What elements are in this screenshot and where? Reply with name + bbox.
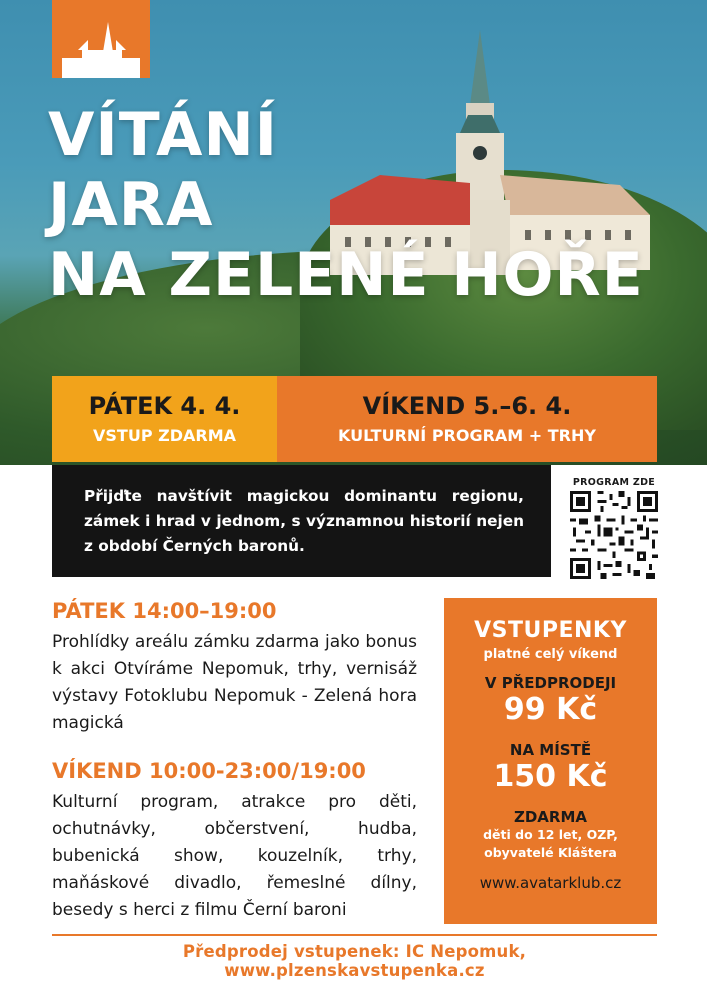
tickets-title: VSTUPENKY bbox=[474, 618, 627, 643]
tickets-box bbox=[444, 598, 657, 924]
qr-label: PROGRAM ZDE bbox=[572, 477, 656, 488]
footer-divider bbox=[52, 934, 657, 936]
title-line-3: NA ZELENÉ HOŘE bbox=[48, 240, 644, 310]
footer-presale-info: Předprodej vstupenek: IC Nepomuk, www.plzenskavstupenka.cz bbox=[182, 942, 527, 980]
weekend-program-label: KULTURNÍ PROGRAM + TRHY bbox=[338, 426, 596, 445]
friday-date-box bbox=[52, 376, 277, 462]
onsite-label: NA MÍSTĚ bbox=[509, 741, 592, 759]
tickets-subtitle: platné celý víkend bbox=[483, 647, 618, 662]
presale-label: V PŘEDPRODEJI bbox=[484, 674, 617, 692]
qr-code[interactable] bbox=[570, 491, 658, 579]
weekend-heading: VÍKEND 10:00-23:00/19:00 bbox=[52, 759, 366, 783]
friday-free-entry: VSTUP ZDARMA bbox=[93, 426, 236, 445]
avatarklub-link[interactable]: www.avatarklub.cz bbox=[479, 874, 622, 892]
title-line-1: VÍTÁNÍ bbox=[48, 100, 279, 170]
program-column bbox=[52, 597, 417, 924]
friday-heading: PÁTEK 14:00–19:00 bbox=[52, 599, 277, 623]
onsite-price: 150 Kč bbox=[493, 759, 608, 794]
weekend-text: Kulturní program, atrakce pro děti, ochutnávky, občerstvení, hudba, bubenická show, kouzelník, trhy, maňáskové divadlo, řemeslné dílny, besedy s herci z filmu Černí baroni bbox=[52, 792, 417, 920]
title-line-2: JARA bbox=[48, 170, 214, 240]
friday-text: Prohlídky areálu zámku zdarma jako bonus k akci Otvíráme Nepomuk, trhy, vernisáž výstavy Fotoklubu Nepomuk - Zelená hora magická bbox=[52, 632, 417, 733]
weekend-date: VÍKEND 5.–6. 4. bbox=[362, 392, 572, 420]
weekend-date-box bbox=[277, 376, 657, 462]
friday-date: PÁTEK 4. 4. bbox=[88, 392, 241, 420]
intro-box bbox=[52, 465, 551, 577]
free-label: ZDARMA bbox=[513, 808, 588, 826]
town-logo bbox=[52, 0, 150, 78]
free-line-2: obyvatelé Kláštera bbox=[484, 845, 617, 860]
intro-text: Přijďte navštívit magickou dominantu regionu, zámek i hrad v jednom, s významnou historií nejen z období Černých baronů. bbox=[84, 487, 524, 555]
event-title bbox=[48, 100, 644, 310]
free-line-1: děti do 12 let, OZP, bbox=[483, 827, 618, 842]
presale-price: 99 Kč bbox=[503, 692, 598, 727]
